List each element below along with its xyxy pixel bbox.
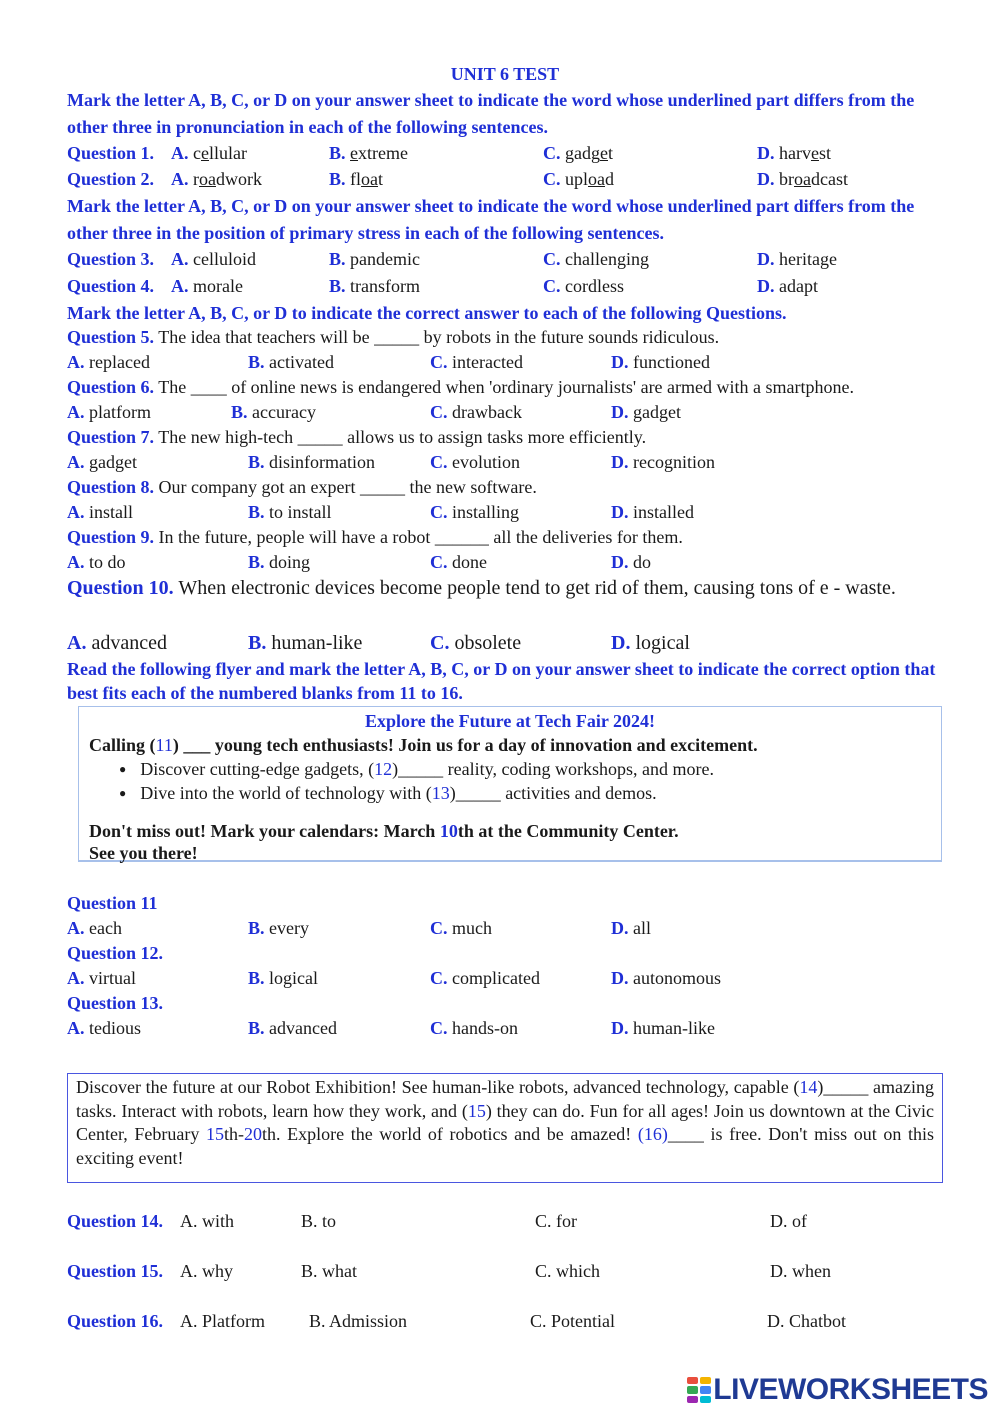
question-13-options: A. tedious B. advanced C. hands-on D. human-like <box>67 1018 715 1038</box>
question-4: Question 4. A. morale B. transform C. cordless D. adapt <box>67 276 818 296</box>
option: C. for <box>535 1211 577 1231</box>
question-2: Question 2. A. roadwork B. float C. upload D. broadcast <box>67 169 848 189</box>
logo-square <box>687 1377 698 1384</box>
option: B. what <box>301 1261 357 1281</box>
option: B. Admission <box>309 1311 408 1331</box>
option: D. when <box>770 1261 831 1281</box>
question-5-stem: Question 5. The idea that teachers will be _____ by robots in the future sounds ridiculous. <box>67 327 720 347</box>
question-8-options: A. install B. to install C. installing D. installed <box>67 502 694 522</box>
option: C. Potential <box>530 1311 615 1331</box>
logo-square <box>700 1386 711 1393</box>
option: D. of <box>770 1211 807 1231</box>
flyer-see-you: See you there! <box>89 843 198 863</box>
instruction-pronunciation: Mark the letter A, B, C, or D on your answer sheet to indicate the word whose underlined part differs from the other three in pronunciation in each of the following sentences. <box>67 90 915 137</box>
logo-square <box>687 1386 698 1393</box>
flyer-title: Explore the Future at Tech Fair 2024! <box>365 711 655 731</box>
option: A. with <box>180 1211 234 1231</box>
question-7-stem: Question 7. The new high-tech _____ allows us to assign tasks more efficiently. <box>67 427 647 447</box>
question-5-options: A. replaced B. activated C. interacted D. functioned <box>67 352 710 372</box>
question-12-label: Question 12. <box>67 943 164 963</box>
question-14: Question 14. A. with B. to C. for D. of <box>67 1211 807 1231</box>
question-6-options: A. platform B. accuracy C. drawback D. gadget <box>67 402 681 422</box>
logo-square <box>700 1396 711 1403</box>
question-3: Question 3. A. celluloid B. pandemic C. challenging D. heritage <box>67 249 837 269</box>
question-9-stem: Question 9. In the future, people will have a robot ______ all the deliveries for them. <box>67 527 683 547</box>
option: A. Platform <box>180 1311 265 1331</box>
question-15: Question 15. A. why B. what C. which D. when <box>67 1261 831 1281</box>
option: D. Chatbot <box>767 1311 846 1331</box>
option: A. why <box>180 1261 233 1281</box>
flyer-bullet: ● Dive into the world of technology with (13)_____ activities and demos. <box>119 783 657 803</box>
instruction-stress: Mark the letter A, B, C, or D on your answer sheet to indicate the word whose underlined part differs from the other three in the position of primary stress in each of the following sentences. <box>67 196 915 243</box>
logo-text: LIVEWORKSHEETS <box>713 1373 988 1406</box>
question-7-options: A. gadget B. disinformation C. evolution D. recognition <box>67 452 715 472</box>
instruction-mcq: Mark the letter A, B, C, or D to indicate the correct answer to each of the following Questions. <box>67 303 787 323</box>
flyer-closing: Don't miss out! Mark your calendars: March 10th at the Community Center. <box>89 821 679 841</box>
option: B. to <box>301 1211 337 1231</box>
question-10-options: A. advanced B. human-like C. obsolete D. logical <box>67 632 690 654</box>
flyer-tech-fair <box>78 706 942 862</box>
question-label: Question 1. <box>67 143 155 163</box>
option: C. which <box>535 1261 600 1281</box>
flyer-call: Calling (11) ___ young tech enthusiasts! Join us for a day of innovation and excitement. <box>89 735 758 755</box>
question-1: Question 1. A. cellular B. extreme C. gadget D. harvest <box>67 143 831 163</box>
logo-mark-icon <box>687 1377 711 1403</box>
question-10-stem: Question 10. When electronic devices become people tend to get rid of them, causing tons of e - waste. <box>67 577 896 599</box>
logo-square <box>700 1377 711 1384</box>
logo-square <box>687 1396 698 1403</box>
question-13-label: Question 13. <box>67 993 164 1013</box>
question-9-options: A. to do B. doing C. done D. do <box>67 552 651 572</box>
question-11-options: A. each B. every C. much D. all <box>67 918 651 938</box>
question-6-stem: Question 6. The ____ of online news is endangered when 'ordinary journalists' are armed with a smartphone. <box>67 377 854 397</box>
question-8-stem: Question 8. Our company got an expert _____ the new software. <box>67 477 537 497</box>
question-16: Question 16. A. Platform B. Admission C. Potential D. Chatbot <box>67 1311 846 1331</box>
liveworksheets-logo <box>687 1372 988 1408</box>
page-title: UNIT 6 TEST <box>450 64 560 84</box>
question-11-label: Question 11 <box>67 893 158 913</box>
flyer-robot-exhibition: Discover the future at our Robot Exhibition! See human-like robots, advanced technology, capable (14)_____ amazing tasks. Interact with robots, learn how they work, and (15) they can do. Fun for all ages! Join us downtown at the Civic Center, February 15th-20th. Explore the world of robotics and be amazed! (16)____ is free. Don't miss out on this exciting event! <box>67 1073 943 1183</box>
instruction-reading: Read the following flyer and mark the letter A, B, C, or D on your answer sheet to indicate the correct option that best fits each of the numbered blanks from 11 to 16. <box>67 659 936 703</box>
question-12-options: A. virtual B. logical C. complicated D. autonomous <box>67 968 721 988</box>
question-label: Question 2. <box>67 169 155 189</box>
flyer-bullet: ● Discover cutting-edge gadgets, (12)_____ reality, coding workshops, and more. <box>119 759 714 779</box>
